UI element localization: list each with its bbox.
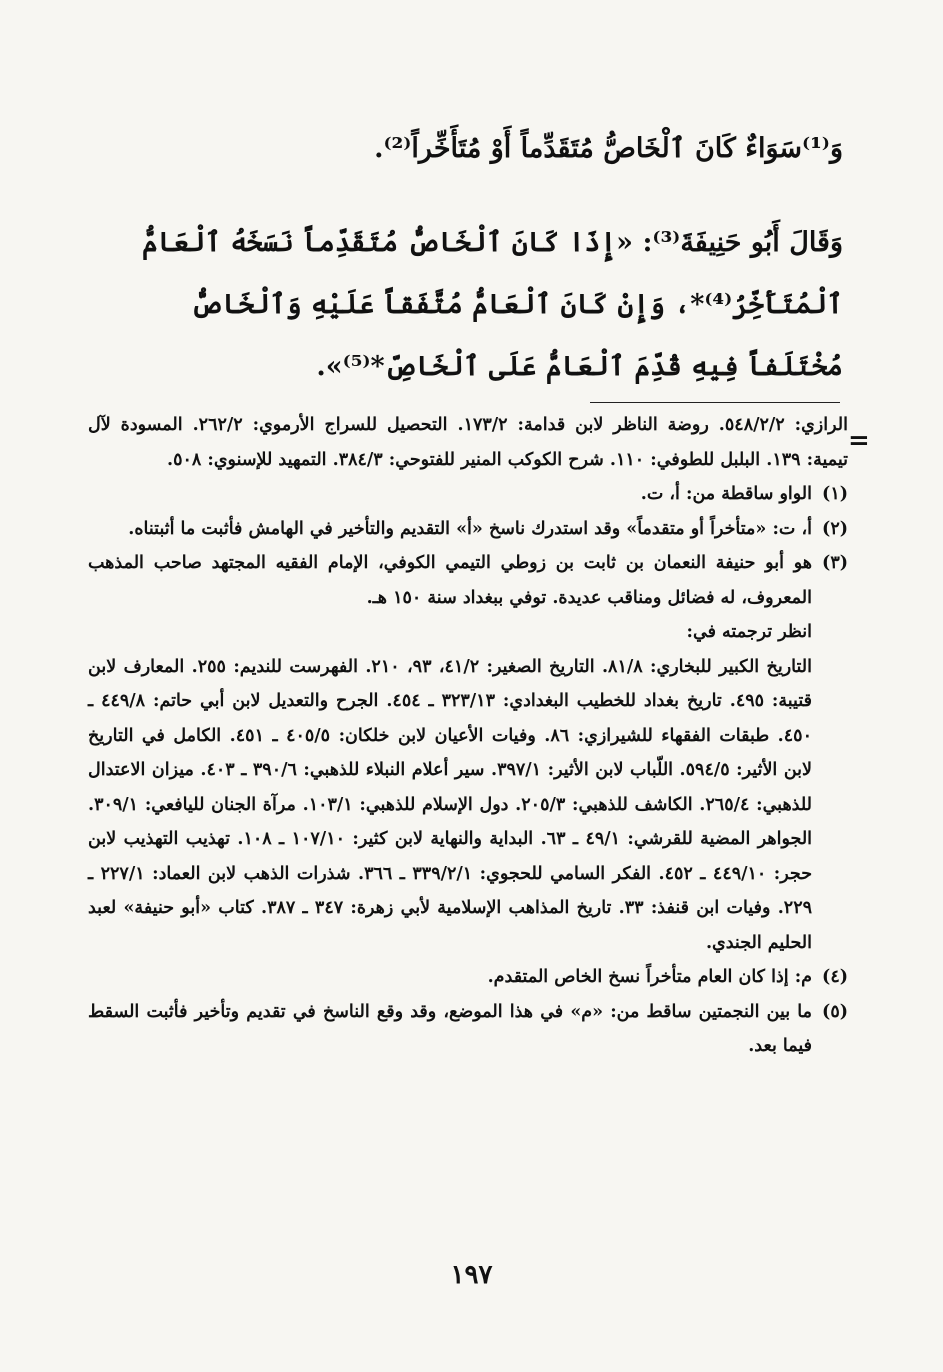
main-paragraph-2: وَقَالَ أَبُو حَنِيفَةَ⁽³⁾: «إِذَا كَانَ ٱلْخَاصُّ مُتَقَدِّماً نَسَخَهُ ٱلْعَامُّ ٱلْمُتَأَخِّرُ⁽⁴⁾*، وَإِنْ كَانَ ٱلْعَامُّ مُتَّفَقاً عَلَيْهِ وَٱلْخَاصُّ مُخْتَلَفاً فِيهِ قُدِّمَ ٱلْعَامُّ عَلَى ٱلْخَاصِّ*⁽⁵⁾».: [142, 227, 843, 382]
footnote-text: أ، ت: «متأخراً أو متقدماً» وقد استدرك ناسخ «أ» التقديم والتأخير في الهامش فأثبت ما أثبتناه.: [128, 518, 812, 539]
footnote-divider: [590, 402, 840, 403]
footnote-continuation: الرازي: ٥٤٨/٢/٢. روضة الناظر لابن قدامة: ١٧٣/٢. التحصيل للسراج الأرموي: ٢٦٢/٢. المسودة لآل تيمية: ١٣٩. البلبل للطوفي: ١١٠. شرح الكوكب المنير للفتوحي: ٣٨٤/٣. التمهيد للإسنوي: ٥٠٨.: [88, 415, 848, 470]
references-list: التاريخ الكبير للبخاري: ٨١/٨. التاريخ الصغير: ٤١/٢، ٩٣، ٢١٠. الفهرست للنديم: ٢٥٥. المعارف لابن قتيبة: ٤٩٥. تاريخ بغداد للخطيب البغدادي: ٣٢٣/١٣ ـ ٤٥٤. الجرح والتعديل لابن أبي حاتم: ٤٤٩/٨ ـ ٤٥٠. طبقات الفقهاء للشيرازي: ٨٦. وفيات الأعيان لابن خلكان: ٤٠٥/٥ ـ ٤٥١. الكامل في التاريخ لابن الأثير: ٥٩٤/٥. اللّباب لابن الأثير: ٣٩٧/١. سير أعلام النبلاء للذهبي: ٣٩٠/٦ ـ ٤٠٣. ميزان الاعتدال للذهبي: ٢٦٥/٤. الكاشف للذهبي: ٢٠٥/٣. دول الإسلام للذهبي: ١٠٣/١. مرآة الجنان لليافعي: ٣٠٩/١. الجواهر المضية للقرشي: ٤٩/١ ـ ٦٣. البداية والنهاية لابن كثير: ١٠٧/١٠ ـ ١٠٨. تهذيب التهذيب لابن حجر: ٤٤٩/١٠ ـ ٤٥٢. الفكر السامي للحجوي: ٣٣٩/٢/١ ـ ٣٦٦. شذرات الذهب لابن العماد: ٢٢٧/١ ـ ٢٢٩. وفيات ابن قنفذ: ٣٣. تاريخ المذاهب الإسلامية لأبي زهرة: ٣٤٧ ـ ٣٨٧. كتاب «أبو حنيفة» لعبد الحليم الجندي.: [88, 656, 813, 953]
footnote-text: ما بين النجمتين ساقط من: «م» في هذا الموضع، وقد وقع الناسخ في تقديم وتأخير فأثبت السقط فيما بعد.: [88, 1001, 812, 1056]
footnote-text: هو أبو حنيفة النعمان بن ثابت بن زوطي التيمي الكوفي، الإمام الفقيه المجتهد صاحب المذهب المعروف، له فضائل ومناقب عديدة. توفي ببغداد سنة ١٥٠ هـ.: [88, 553, 812, 608]
references-intro: انظر ترجمته في:: [686, 622, 812, 642]
footnote-text: م: إذا كان العام متأخراً نسخ الخاص المتقدم.: [487, 967, 812, 987]
main-text: [95, 118, 843, 398]
footnote-3: [88, 546, 848, 615]
footnote-text: الواو ساقطة من: أ، ت.: [640, 484, 812, 504]
main-line-1: وَ⁽¹⁾سَوَاءٌ كَانَ ٱلْخَاصُّ مُتَقَدِّماً أَوْ مُتَأَخِّراً⁽²⁾.: [374, 133, 843, 164]
footnote-number: (٢): [822, 518, 848, 539]
footnote-number: (٤): [822, 967, 848, 987]
footnote-number: (١): [822, 484, 848, 504]
footnote-1: [88, 477, 848, 512]
footnote-number: (٣): [822, 553, 848, 573]
page-number: ١٩٧: [450, 1260, 493, 1290]
footnote-5: [88, 995, 848, 1064]
footnote-4: [88, 960, 848, 995]
footnote-2: [88, 512, 848, 547]
continuation-mark: =: [848, 426, 870, 456]
footnote-number: (٥): [822, 1001, 848, 1022]
footnotes: [88, 408, 848, 1064]
